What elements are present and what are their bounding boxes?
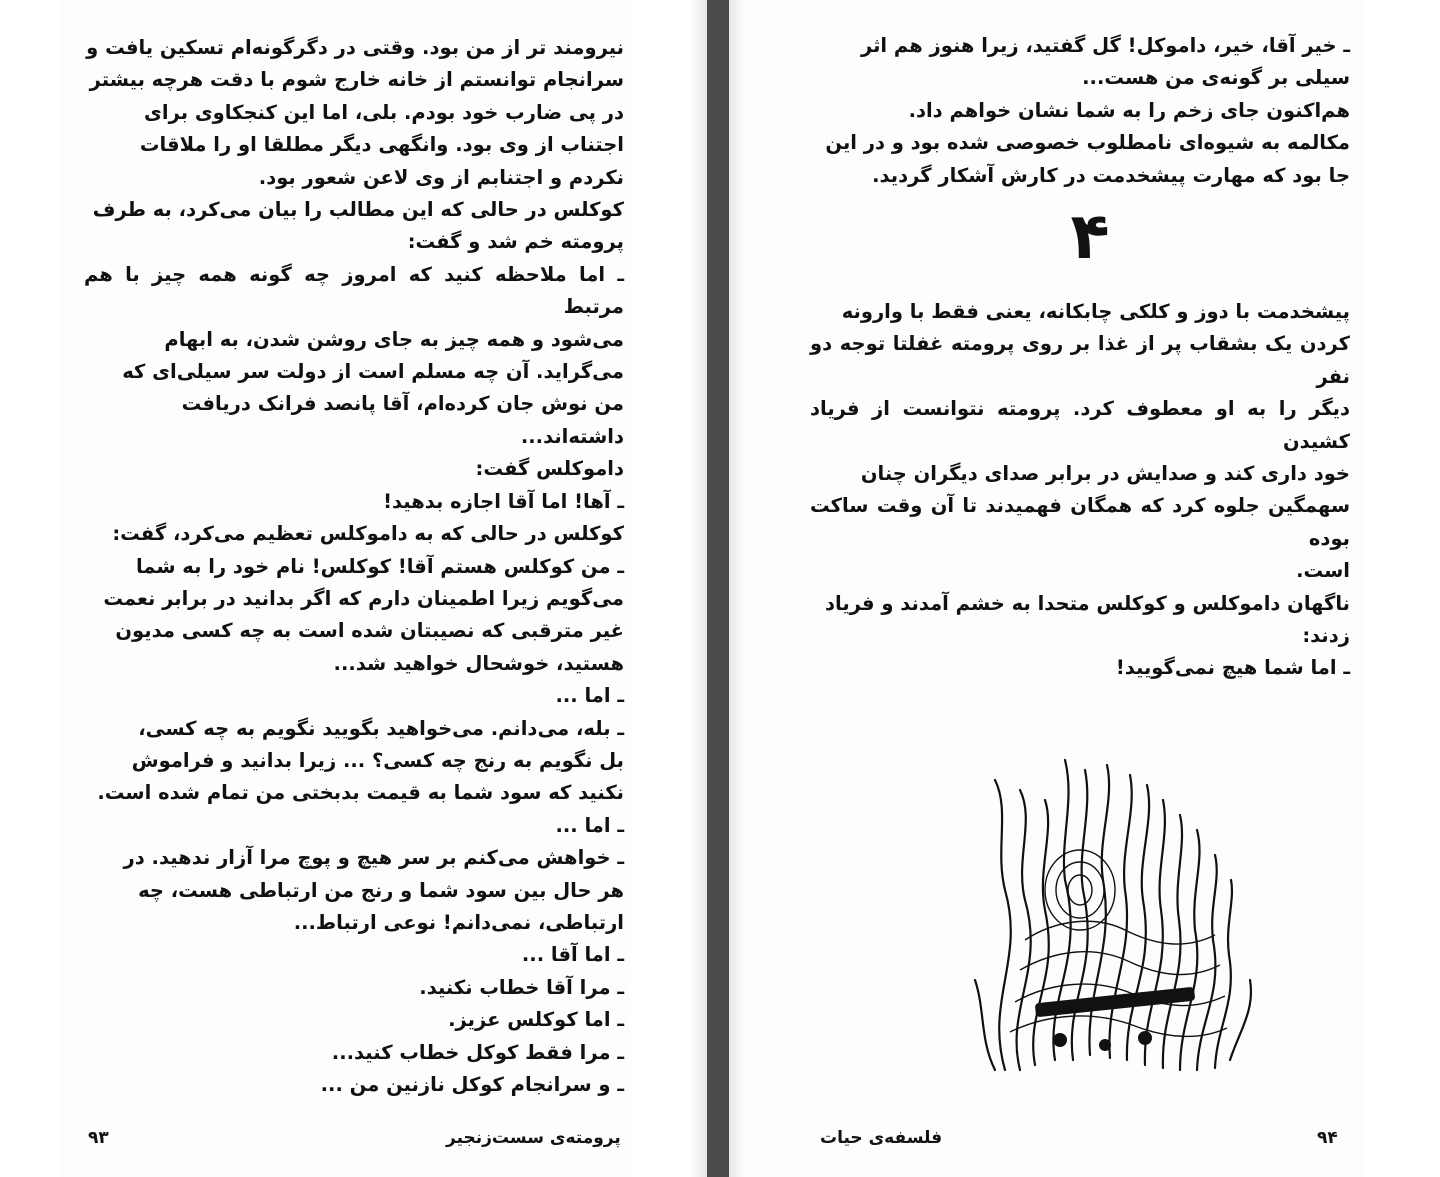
text-line: ـ خواهش می‌کنم بر سر هیچ و پوچ مرا آزار ندهید. در <box>123 846 624 870</box>
text-line: است. <box>1296 559 1350 583</box>
text-line: زدند: <box>1302 624 1350 648</box>
text-line: ـ اما شما هیچ نمی‌گویید! <box>1115 656 1350 680</box>
text-line: خود داری کند و صدایش در برابر صدای دیگران چنان <box>860 462 1350 486</box>
text-line: سرانجام توانستم از خانه خارج شوم با دقت هرچه بیشتر <box>89 68 624 92</box>
text-line: نیرومند تر از من بود. وقتی در دگرگونه‌ام تسکین یافت و <box>86 36 624 59</box>
text-line: در پی ضارب خود بودم. بلی، اما این کنجکاوی برای <box>144 100 624 124</box>
text-line: غیر مترقبی که نصیبتان شده است به چه کسی مدیون <box>115 619 624 643</box>
right-page-number: ۹۴ <box>1317 1128 1338 1148</box>
gutter-shadow-left <box>690 0 707 1177</box>
left-page-body <box>84 32 624 1101</box>
left-page <box>60 0 630 1177</box>
left-running-title: پرومته‌ی سست‌زنجیر <box>446 1128 621 1148</box>
text-line: داموکلس گفت: <box>475 457 624 481</box>
text-line: پرومته خم شد و گفت: <box>407 230 624 254</box>
text-line: کردن یک بشقاب پر از غذا بر روی پرومته غفلتا توجه دو نفر <box>810 332 1350 388</box>
text-line: جا بود که مهارت پیشخدمت در کارش آشکار گردید. <box>872 163 1350 187</box>
text-line: هر حال بین سود شما و رنج من ارتباطی هست، چه <box>138 878 624 902</box>
right-running-title: فلسفه‌ی حیات <box>820 1128 943 1148</box>
left-page-number: ۹۳ <box>88 1128 109 1148</box>
text-line: ـ اما ... <box>555 813 624 837</box>
text-line: می‌شود و همه چیز به جای روشن شدن، به ابهام <box>164 327 624 351</box>
chapter-number: ۴ <box>1070 200 1110 274</box>
right-page-body-bottom <box>810 296 1350 685</box>
text-line: بل نگویم به رنج چه کسی؟ ... زیرا بدانید و فراموش <box>131 748 624 772</box>
book-gutter <box>707 0 729 1177</box>
text-line: کوکلس در حالی که این مطالب را بیان می‌کرد، به طرف <box>92 198 624 222</box>
text-line: می‌گراید. آن چه مسلم است از دولت سر سیلی‌ای که <box>122 360 624 384</box>
text-line: ـ اما ملاحظه کنید که امروز چه گونه همه چیز با هم مرتبط <box>84 262 624 319</box>
text-line: ـ بله، می‌دانم. می‌خواهید بگویید نگویم به چه کسی، <box>138 716 624 740</box>
text-line: ـ اما ... <box>555 684 624 708</box>
text-line: مکالمه به شیوه‌ای نامطلوب خصوصی شده بود و در این <box>825 131 1350 155</box>
text-line: داشته‌اند... <box>520 424 624 448</box>
text-line: کوکلس در حالی که به داموکلس تعظیم می‌کرد، گفت: <box>112 522 624 546</box>
text-line: می‌گویم زیرا اطمینان دارم که اگر بدانید در برابر نعمت <box>103 586 624 610</box>
text-line: اجتناب از وی بود. وانگهی دیگر مطلقا او را ملاقات <box>139 133 624 157</box>
text-line: ناگهان داموکلس و کوکلس متحدا به خشم آمدند و فریاد <box>825 591 1350 615</box>
text-line: ـ خیر آقا، خیر، داموکل! گل گفتید، زیرا هنوز هم اثر <box>860 34 1350 57</box>
text-line: دیگر را به او معطوف کرد. پرومته نتوانست از فریاد کشیدن <box>810 397 1350 453</box>
text-line: ـ مرا آقا خطاب نکنید. <box>419 975 624 999</box>
text-line: ـ مرا فقط کوکل خطاب کنید... <box>331 1040 624 1064</box>
flame-calligraphy-illustration <box>965 740 1265 1090</box>
text-line: ـ و سرانجام کوکل نازنین من ... <box>320 1073 624 1096</box>
right-page <box>745 0 1365 1177</box>
text-line: هستید، خوشحال خواهید شد... <box>333 651 624 675</box>
text-line: ـ من کوکلس هستم آقا! کوکلس! نام خود را به شما <box>135 554 624 578</box>
text-line: پیشخدمت با دوز و کلکی چابکانه، یعنی فقط با وارونه <box>841 300 1350 323</box>
text-line: ـ اما کوکلس عزیز. <box>448 1008 624 1032</box>
right-page-body-top <box>810 30 1350 192</box>
gutter-shadow-right <box>729 0 745 1177</box>
text-line: نکردم و اجتنابم از وی لاعن شعور بود. <box>258 165 624 189</box>
text-line: نکنید که سود شما به قیمت بدبختی من تمام شده است. <box>97 781 624 805</box>
text-line: هم‌اکنون جای زخم را به شما نشان خواهم داد. <box>908 98 1350 122</box>
text-line: ارتباطی، نمی‌دانم! نوعی ارتباط... <box>293 910 624 934</box>
text-line: ـ اما آقا ... <box>521 943 624 967</box>
text-line: من نوش جان کرده‌ام، آقا پانصد فرانک دریافت <box>181 392 624 416</box>
text-line: سیلی بر گونه‌ی من هست... <box>1082 66 1350 90</box>
text-line: ـ آها! اما آقا اجازه بدهید! <box>383 489 624 513</box>
text-line: سهمگین جلوه کرد که همگان فهمیدند تا آن وقت ساکت بوده <box>810 494 1350 550</box>
